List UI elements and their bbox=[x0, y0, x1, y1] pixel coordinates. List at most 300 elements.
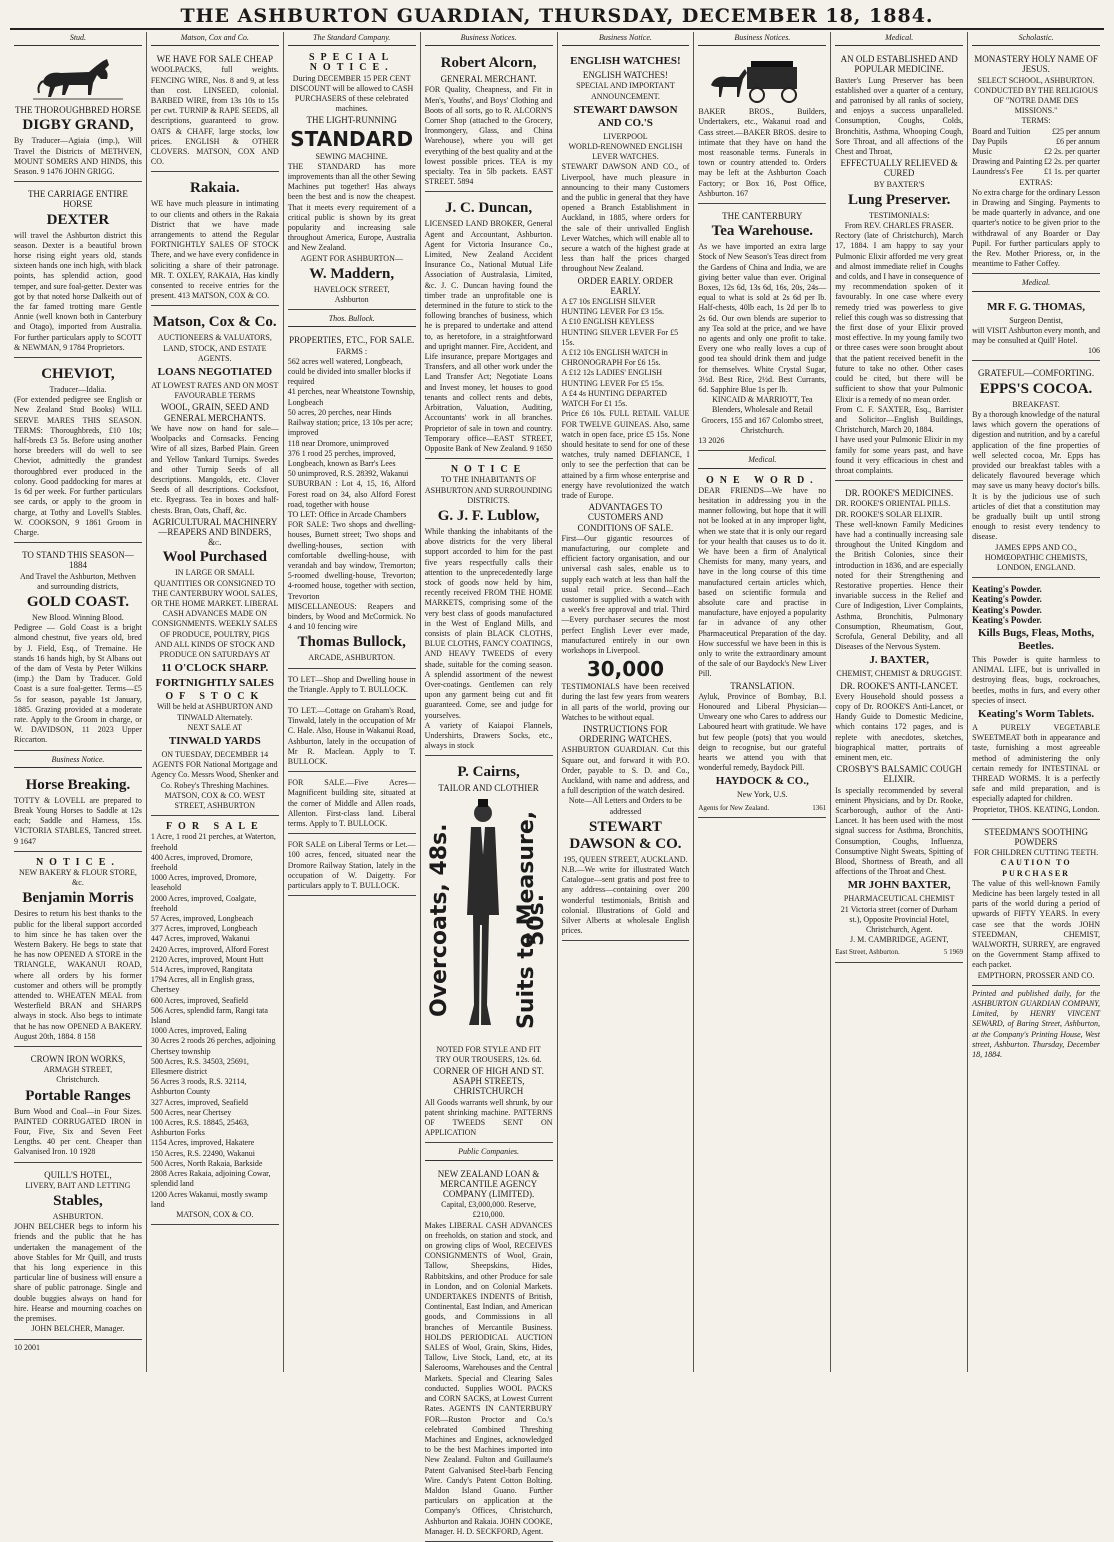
terms-label: Day Pupils bbox=[972, 136, 1008, 146]
bm-name: Benjamin Morris bbox=[22, 890, 134, 907]
keating-item: Keating's Powder. bbox=[972, 584, 1042, 595]
cheviot-body: (For extended pedigree see English or New Zealand Stud Books) WILL SERVE MARES THIS SEASON. TERMS: Thoroughbreds, £10 10s; half-breds £3 5s. Before using another horse breeders will do well to see Cheviot, admittedly the grandest thoroughbred ever produced in the colony. Good paddocking for mares at 1s 6d per week. For further particulars see cards, or apply to the groom in charge, at Tothy and Lovell's Stables. W. COOKSON, 9 1861 Groom in Charge. bbox=[14, 395, 142, 537]
sdco-addr: 195, QUEEN STREET, AUCKLAND. bbox=[563, 854, 688, 864]
ra-sub: GENERAL MERCHANT. bbox=[440, 74, 537, 85]
digby-grand-ad bbox=[14, 50, 142, 182]
tinwald-date: ON TUESDAY, DECEMBER 14 bbox=[161, 749, 269, 759]
quill-city: ASHBURTON. bbox=[52, 1212, 104, 1222]
old-body: Baxter's Lung Preserver has been established over a quarter of a century, and patronised by all ranks of society, and enjoys a success unparalleled. Consumption, Coughs, Colds, Bronchitis, Asthma, Whooping Cough, Sore Throat, and all affections of the Chest and Throat, bbox=[835, 75, 964, 157]
special-body: During DECEMBER 15 PER CENT DISCOUNT will be allowed to CASH PURCHASERS of these celebrated machines. bbox=[290, 73, 414, 114]
extras-label: EXTRAS: bbox=[1019, 177, 1053, 187]
nz-body: Makes LIBERAL CASH ADVANCES on freeholds, on station and stock, and on growing clips of Wool, RECEIVES CONSIGNMENTS of Wool, Grain, Tallow, Sheepskins, Hides, Rabbitskins, and other Produce for sale in London, and on Colonial Markets. UNDERTAKES INDENTS of British, Continental, East Indian, and American goods, and Commissions in all branches of Mercantile Business. HOLDS PERIODICAL AUCTION SALES of Wool, Grain, Skins, Hides, Tallow, Live Stock, Land, etc, at its Salerooms, Warehouses and the Central Markets. Special and Clearing Sales conducted. Supplies WOOL PACKS and CORN SACKS, at Lowest Current Rates. AGENTS IN CANTERBURY FOR—Ruston Proctor and Co.'s celebrated Combined Threshing Machines and Engines, acknowledged to be the best Machines imported into New Zealand. Fulton and Guillaume's Patent Galvanised Steel-barb Fencing Wire. Candy's Patent Cotton Bolting. Maldon Island Guano. Further particulars on application at the Company's Offices, Christchurch, Ashburton and Rakaia. JOHN COOKE, Manager. H. D. SECKFORD, Agent. bbox=[424, 1220, 553, 1536]
ew-special: SPECIAL AND IMPORTANT ANNOUNCEMENT. bbox=[576, 81, 675, 101]
old-top: AN OLD ESTABLISHED AND POPULAR MEDICINE. bbox=[840, 54, 958, 75]
fortnightly-line: FORTNIGHTLY SALES bbox=[155, 677, 274, 690]
property-item: 377 Acres, improved, Longbeach bbox=[150, 924, 258, 934]
page-folio: 10 2001 bbox=[14, 1342, 40, 1352]
farm-item: 50 unimproved, R.S. 28392, Wakanui bbox=[287, 469, 409, 479]
farm-item: 41 perches, near Wheatstone Township, Longbeach bbox=[287, 387, 415, 407]
conv-sub: SELECT SCHOOL, ASHBURTON. bbox=[977, 75, 1095, 85]
property-item: 400 Acres, improved, Dromore, freehold bbox=[150, 852, 253, 872]
column-3 bbox=[284, 32, 421, 1372]
cheviot-sub: Traducer—Idalia. bbox=[49, 385, 107, 395]
masthead-title: THE ASHBURTON GUARDIAN, THURSDAY, DECEMBER 18, 1884. bbox=[180, 5, 934, 27]
fgt-body: will VISIT Ashburton every month, and may be consulted at Quill' Hotel. bbox=[972, 325, 1100, 346]
column-heading: Business Notice. bbox=[562, 32, 690, 46]
quills-hotel-ad bbox=[14, 1166, 142, 1340]
sale-body: WOOLPACKS, full weights. FENCING WIRE, Nos. 8 and 9, at less than cost. LINSEED, colonial. BARBED WIRE, from 13s 10s to 15s per cwt. TURNIP & RAPE SEEDS, all descriptions, guaranteed to grow. OATS & CHAFF, large stocks, low prices. ENGLISH & OTHER CLOVERS. MATSON, COX AND CO. bbox=[150, 65, 279, 167]
property-item: 1000 Acres, improved, Ealing bbox=[150, 1026, 247, 1036]
pc-addr: CORNER OF HIGH AND ST. ASAPH STREETS, CHRISTCHURCH bbox=[433, 1066, 544, 1097]
baker-bros-ad bbox=[698, 50, 826, 204]
testimonials-body: Rectory (late of Christchurch), March 17, 1884. I am happy to say your Pulmonic Elixir afforded me very great and almost immediate relief in Coughs and colds, and I have in consequence of my recommendation spoken of it favourably. In one case where every remedy tried was powerless to give relief this cough was so distressing that the first dose of your Elixir proved most effective. In my young family two or three cases were soon brought about that the patient received benefit in the future to take no other. Other cases could be cited, but there will be sufficient to show that your Pulmonic Elixir is a remedy of no mean order. bbox=[835, 231, 964, 404]
watch-price-item: A £7 10s ENGLISH SILVER HUNTING LEVER For £3 15s. bbox=[561, 297, 664, 317]
rakaia-title: Rakaia. bbox=[190, 180, 240, 197]
masthead bbox=[10, 4, 1104, 30]
jc-duncan-ad bbox=[425, 195, 553, 459]
instructions: INSTRUCTIONS FOR ORDERING WATCHES. bbox=[579, 723, 672, 745]
pc-display bbox=[425, 795, 553, 1045]
worm-sign: Proprietor, THOS. KEATING, London. bbox=[972, 804, 1100, 814]
section-heading: Public Companies. bbox=[425, 1146, 553, 1160]
gold-coast-ad bbox=[14, 546, 142, 750]
epps-top: GRATEFUL—COMFORTING. bbox=[977, 368, 1095, 379]
dexter-name: DEXTER bbox=[46, 211, 110, 228]
dentist-ad bbox=[972, 296, 1100, 362]
ha-agents: Agents for New Zealand. bbox=[698, 803, 770, 812]
farm-item: 562 acres well watered, Longbeach, could be divided into smaller blocks if required bbox=[287, 356, 411, 387]
keating-list bbox=[972, 584, 1100, 625]
cheviot-ad bbox=[14, 361, 142, 543]
caution: CAUTION TO PURCHASER bbox=[1000, 858, 1072, 878]
ct-name: Tea Warehouse. bbox=[711, 223, 814, 240]
fgt-name: MR F. G. THOMAS, bbox=[987, 300, 1085, 313]
ra-name: Robert Alcorn, bbox=[440, 55, 537, 72]
property-item: 500 Acres, R.S. 34503, 25691, Ellesmere district bbox=[150, 1056, 249, 1077]
terms-label: Music bbox=[972, 147, 993, 157]
property-item: 500 Acres, near Chertsey bbox=[150, 1107, 232, 1117]
property-item: 30 Acres 2 roods 26 perches, adjoining Chertsey township bbox=[150, 1036, 276, 1056]
onew-body: DEAR FRIENDS—We have no hesitation in addressing you in the manner following, but hope that it will not be looked at in any improper light, when we state that it is only our regard for your health that causes us to do it. We have been a firm of Analytical Chemists for many, many years, and have in the long course of this time manufactured certain articles which, based on scientific formula and absolute care and practise in manufacture, have enjoyed a popularity far in advance of any other Pharmaceutical Preparation of the day. How successful we have been in this is only to write the extraordinary amount of the sale of our Baydock's New Liver Pill. bbox=[698, 485, 827, 679]
farm-item: 376 1 rood 25 perches, improved, Longbeach, known as Barr's Lees bbox=[287, 448, 396, 468]
terms-row bbox=[972, 157, 1100, 167]
ha-name: HAYDOCK & CO., bbox=[715, 775, 809, 788]
loans-title: LOANS NEGOTIATED bbox=[157, 366, 273, 379]
for-sale-ad bbox=[151, 819, 279, 1225]
agents-list: AGENTS FOR National Mortgage and Agency Co. Messrs Wood, Shenker and Co. Robey's Threshing Machines. MATSON, COX & CO. WEST STREET, ASHBURTON bbox=[151, 760, 279, 810]
tb-sale2: FOR SALE on Liberal Terms or Let.—100 acres, fenced, situated near the Dromore Railway Station, lately in the occupation of W. Daigetty. For particulars apply to T. BULLOCK. bbox=[287, 840, 416, 891]
terms-row bbox=[972, 137, 1100, 147]
terms-row bbox=[972, 167, 1100, 177]
sd-tag: WORLD-RENOWNED ENGLISH LEVER WATCHES. bbox=[568, 142, 683, 162]
cambridge-footer bbox=[835, 947, 963, 957]
gjf-name: G. J. F. Lublow, bbox=[437, 507, 540, 524]
quill-top: QUILL'S HOTEL, bbox=[44, 1169, 112, 1180]
property-item: 2808 Acres Rakaia, adjoining Cowar, splendid land bbox=[150, 1169, 271, 1189]
conv-top: MONASTERY HOLY NAME OF JESUS. bbox=[974, 54, 1098, 75]
pc-sub: TAILOR AND CLOTHIER bbox=[438, 783, 539, 794]
property-item: 57 Acres, improved, Longbeach bbox=[150, 914, 254, 924]
for-sale-title: FOR SALE bbox=[165, 821, 264, 833]
ha-footer bbox=[698, 803, 826, 813]
gold-top: TO STAND THIS SEASON—1884 bbox=[22, 550, 134, 571]
agri-machinery: AGRICULTURAL MACHINERY—REAPERS AND BINDERS, &c. bbox=[152, 516, 278, 548]
column-heading: Scholastic. bbox=[972, 32, 1100, 46]
tb-let: TO LET—Shop and Dwelling house in the Triangle. Apply to T. BULLOCK. bbox=[287, 674, 416, 694]
gentleman-figure-illustration bbox=[459, 795, 507, 1045]
worm-title: Keating's Worm Tablets. bbox=[977, 707, 1095, 720]
matson-footer: MATSON, COX & CO. bbox=[176, 1209, 254, 1219]
epps-sign: JAMES EPPS AND CO., HOMŒOPATHIC CHEMISTS, LONDON, ENGLAND. bbox=[984, 542, 1088, 572]
note-line: Note—All Letters and Orders to be addressed bbox=[568, 796, 682, 816]
column-heading: Medical. bbox=[835, 32, 963, 46]
baxter-name: J. BAXTER, bbox=[869, 654, 929, 667]
robert-alcorn-ad bbox=[425, 50, 553, 192]
jcd-body: LICENSED LAND BROKER, General Agent and Accountant, Ashburton. Agent for Victoria Insurance Co., Limited, New Zealand Accident Insurance Co., National Mutual Life Association of Australasia, Limited, &c. J. C. Duncan having found the timber trade an unprofitable one is determined in the future to stick to the following branches of business, which he is prepared to undertake and attend to, as heretofore, in a straightforward and upright manner. Fire, Accident, and Life insurance, prepare Mortgages and Transfers, and all other work under the Land Transfer Act; Negotiate Loans and Invest money, let houses to good tenants and collect rents and debts, Arbitration, Valuation, Auditing, Accountants' work in all branches. Proprietor of sale in town and country. Temporary office—EAST STREET, Opposite Bank of New Zealand. 9 1650 bbox=[424, 219, 553, 453]
one-word-ad bbox=[698, 473, 826, 818]
hb-body: TOTTY & LOVELL are prepared to Break Young Horses to Saddle at 12s each; Saddle and Harness, 15s. VICTORIA STABLES, Tancred street. 9 1647 bbox=[14, 795, 142, 846]
epps-body: By a thorough knowledge of the natural laws which govern the operations of digestion and nutrition, and by a careful application of the fine properties of well selected cocoa, Mr. Epps has provided our breakfast tables with a delicately flavoured beverage which may save us many heavy doctor's bills. It is by the judicious use of such articles of diet that a constitution may be gradually built up until strong enough to resist every tendency to disease. bbox=[972, 409, 1100, 542]
ew-sub: ENGLISH WATCHES! bbox=[582, 70, 668, 81]
matson-cox-ad bbox=[151, 309, 279, 816]
bullock-misc: MISCELLANEOUS: Reapers and binders, by Wood and McCormick. No 4 and 10 fencing wire bbox=[287, 601, 416, 632]
pc-name: P. Cairns, bbox=[457, 764, 520, 781]
bullock-tolet: TO LET: Office in Arcade Chambers bbox=[287, 509, 407, 519]
section-heading: Business Notice. bbox=[14, 754, 142, 768]
digby-top: THE THOROUGHBRED HORSE bbox=[15, 105, 141, 116]
property-item: 1794 Acres, all in English grass, Chertsey bbox=[150, 975, 255, 995]
notice-word: NOTICE bbox=[450, 464, 527, 476]
adv-body: First—Our gigantic resources of manufacturing, our complete and efficient factory organisation, and our universal cash sales, enable us to supply each watch at less than half the usual retail price. Second—Each customer is supplied with a watch with a week's free approval and trial. Third—Every purchaser secures the most perfect English Lever ever made, manufactured entirely in our own workshops in Liverpool. bbox=[561, 533, 690, 655]
printer-imprint: Printed and published daily, for the ASHBURTON GUARDIAN COMPANY, Limited, by HENRY VINCENT SEWARD, of Baring Street, Ashburton, at the Company's Printing House, West street, Ashburton. Thursday, December 18, 1884. bbox=[972, 988, 1100, 1060]
property-item: 2420 Acres, improved, Alford Forest bbox=[150, 944, 269, 954]
bullock-title: PROPERTIES, ETC., FOR SALE. bbox=[289, 335, 415, 346]
gold-name: GOLD COAST. bbox=[26, 593, 130, 610]
testimonials-count: 30,000 bbox=[586, 657, 665, 682]
crown-sub: ARMAGH STREET, bbox=[43, 1065, 113, 1075]
sd-body2: Price £6 10s. FULL RETAIL VALUE FOR TWELVE GUINEAS. Also, same watch in open face, price £5 15s. None should hesitate to send for one of these watches, truly named DEFIANCE, I only to see the perfection that can be attained by a firm whose enterprise and energy have revolutionized the watch trade of Europe. bbox=[561, 409, 690, 500]
column-heading: Matson, Cox and Co. bbox=[151, 32, 279, 46]
agent-top: AGENT FOR ASHBURTON— bbox=[300, 253, 403, 263]
next-sale: NEXT SALE AT bbox=[187, 722, 243, 732]
ct-folio: 13 2026 bbox=[698, 436, 725, 446]
overcoats-text: Overcoats, 48s. bbox=[426, 822, 452, 1017]
property-item: 506 Acres, splendid farm, Rangi tata Island bbox=[150, 1005, 268, 1026]
std-top: THE LIGHT-RUNNING bbox=[306, 115, 397, 126]
wool-purchased-body: IN LARGE OR SMALL QUANTITIES OR CONSIGNED TO THE CANTERBURY WOOL SALES, OR THE HOME MARKET. LIBERAL CASH ADVANCES MADE ON CONSIGNMENTS. WEEKLY SALES OF PRODUCE, POULTRY, PIGS AND ALL KINDS OF STOCK AND PRODUCE ON SATURDAYS AT bbox=[151, 568, 279, 659]
conv-tail: No extra charge for the ordinary Lesson in Drawing and Singing. Payments to be made quarterly in advance, and one quarter's notice to be given prior to the withdrawal of any Boarder or Day Pupil. For further particulars apply to the Rev. Mother Prioress, or, in the meantime to Father Coffey. bbox=[972, 187, 1100, 269]
epps-name: EPPS'S COCOA. bbox=[979, 380, 1093, 397]
anti-lancet: DR. ROOKE'S ANTI-LANCET. bbox=[840, 680, 959, 691]
agent-sub: PHARMACEUTICAL CHEMIST bbox=[843, 894, 955, 904]
ct-top: THE CANTERBURY bbox=[722, 211, 803, 222]
agent-name: W. Maddern, bbox=[309, 265, 395, 282]
bullock-suburban: SUBURBAN : Lot 4, 15, 16, Alford Forest road on 34, also Alford Forest road, together with house bbox=[287, 479, 416, 509]
crosby-body: Is specially recommended by several eminent Physicians, and by Dr. Rooke, Scarborough, author of the Anti-Lancet. It has been used with the most signal success for Asthma, Bronchitis, Consumption, Coughs, Influenza, Consumptive Night Sweats, Spitting of Blood, Shortness of Breath, and all affections of the Throat and Chest. bbox=[835, 785, 964, 877]
ha-addr: New York, U.S. bbox=[736, 790, 788, 800]
digby-name: DIGBY GRAND, bbox=[22, 117, 134, 134]
terms-label: Laundress's Fee bbox=[972, 167, 1024, 177]
anti-body: Every Household should possess a copy of Dr. ROOKE'S Anti-Lancet, or Handy Guide to Domestic Medicine, which contains 172 pages, and is replete with anecdotes, sketches, biographical matter, portraits of eminent men, etc. bbox=[835, 691, 964, 762]
property-item: 2120 Acres, improved, Mount Hutt bbox=[150, 954, 264, 964]
ha-folio: 1361 bbox=[812, 803, 827, 812]
quill-sub: LIVERY, BAIT AND LETTING bbox=[25, 1180, 131, 1190]
lublow-ad bbox=[425, 462, 553, 756]
column-6 bbox=[694, 32, 831, 1372]
kills-line: Kills Bugs, Fleas, Moths, Beetles. bbox=[978, 626, 1095, 652]
onew-title: ONE WORD. bbox=[705, 474, 819, 486]
hearse-illustration bbox=[707, 55, 817, 105]
section-heading: Thos. Bullock. bbox=[288, 313, 416, 327]
property-item: 500 Acres, North Rakaia, Barkside bbox=[150, 1158, 263, 1168]
testimonials-tail: I have used your Pulmonic Elixir in my family for some years past, and have found it very efficacious in chest and throat complaints. bbox=[835, 435, 964, 475]
watch-price-item: A £4 4s HUNTING DEPARTED WATCH For £1 15s. bbox=[561, 388, 667, 409]
steedman-top: STEEDMAN'S SOOTHING POWDERS bbox=[984, 826, 1088, 847]
cheap-sale-ad bbox=[151, 50, 279, 172]
special-notice-ad bbox=[288, 50, 416, 310]
ct-body: As we have imported an extra large Stock of New Season's Teas direct from the Gardens of China and India, we are giving better value than ever. Original Boxes, 12s 6d, 13s 6d, 16s, 20s, 24s—equal to what is sold at 2s 6d per lb. Half-chests, 40lb each, 1s 2d per lb to 2s 6d. Our own blends are superior to any Tea sold at the price, and we have no agents and only one profit to take. Every one who really loves a cup of good tea should drink them and judge for themselves. White Crystal Sugar, 3½d. Best Rice, 2½d. Best Currants, 6d. Sapphire Blue 1s per lb. bbox=[698, 242, 827, 395]
wool-purchased-title: Wool Purchased bbox=[162, 549, 267, 566]
keating-item: Keating's Powder. bbox=[972, 594, 1042, 605]
column-1 bbox=[10, 32, 147, 1372]
rooke-head: DR. ROOKE'S MEDICINES. bbox=[845, 488, 954, 499]
cambridge: J. M. CAMBRIDGE, AGENT, bbox=[850, 935, 949, 945]
instructions-body: ASHBURTON GUARDIAN. Cut this Square out, and forward it with P.O. Order, payable to S. D. and Co., Auckland, with name and address, and a full description of the watch desired. bbox=[561, 745, 690, 796]
terms-label: Board and Tuition bbox=[972, 126, 1031, 136]
sd-name: STEWART DAWSON AND CO.'S bbox=[573, 103, 678, 129]
bros-body: BAKER BROS., Builders, Undertakers, etc., Wakanui road and Cass street.—BAKER BROS. desire to intimate that they have on hand the most reasonable terms. Funerals in town or country attended to. Orders may be left at the Ashburton Coach Factory; or Box 16, Post Office, Ashburton. 167 bbox=[698, 107, 827, 198]
quill-name: Stables, bbox=[53, 1193, 103, 1210]
property-item: 1200 Acres Wakanui, mostly swamp land bbox=[150, 1189, 268, 1209]
by-baxters: BY BAXTER'S bbox=[873, 179, 925, 189]
pc-note2: TRY OUR TROUSERS, 12s. 6d. bbox=[435, 1054, 542, 1064]
farm-item: 50 acres, 20 perches, near Hinds Railway station; price, 13 10s per acre; improved bbox=[287, 407, 413, 438]
tb-let2-ad bbox=[288, 703, 416, 772]
gold-body: Pedigree — Gold Coast is a bright almond chestnut, five years old, bred by J. Field, Esq., of Tremaine. He stands 16 hands high, by St Albans out of the dam of Vesta by Peter Wilkins (imp.) the Dam by Traducer. Gold Coast is a sure foal-getter. Terms—£5 5s for season, payable 1st January, 1885. Grazing provided at a moderate rate. Apply to the Groom in charge, or W. DAVIDSON, 11 2023 Upper Riccarton. bbox=[14, 623, 142, 745]
std-name: STANDARD bbox=[290, 126, 414, 151]
english-watches-ad bbox=[562, 50, 690, 941]
cheviot-name: CHEVIOT, bbox=[41, 366, 115, 383]
stock-line: OF STOCK bbox=[165, 691, 265, 703]
oclock-line: 11 O'CLOCK SHARP. bbox=[161, 662, 269, 675]
wool-grain: WOOL, GRAIN, SEED AND GENERAL MERCHANTS. bbox=[160, 402, 269, 423]
notice-body: NEW BAKERY & FLOUR STORE, &c. bbox=[19, 867, 137, 888]
gold-sub: New Blood. Winning Blood. bbox=[32, 612, 124, 622]
terms-head: TERMS: bbox=[1021, 116, 1051, 126]
quill-sign: JOHN BELCHER, Manager. bbox=[31, 1324, 125, 1334]
std-body: THE STANDARD has more improvements than all the other Sewing Machines put together! Has always been the best and is now the cheapest. That it meets every requirement of a critical public is shown by its great popularity and increasing sale throughout America, Europe, Australia and New Zealand. bbox=[287, 161, 416, 253]
terms-value: £25 per annum bbox=[1052, 126, 1100, 136]
pc-note: NOTED FOR STYLE AND FIT bbox=[436, 1044, 541, 1054]
rakaia-body: WE have much pleasure in intimating to our clients and others in the Rakaia District that we have made arrangements to attend the Regular FORTNIGHTLY SALES OF STOCK There, and we have every confidence in soliciting a share of their patronage. MR. T. OXLEY, RAKAIA, Has kindly consented to receive entries for the present. 413 MATSON, COX & CO. bbox=[150, 199, 279, 301]
rooke-body: These well-known Family Medicines have had a continually increasing sale throughout the United Kingdom and the British Colonies, since their introduction in 1836, and are especially noted for their Strengthening and Restorative properties. Hence their invariable success in the Relief and Cure of Indigestion, Liver Complaints, Asthma, Bronchitis, Pulmonary Consumption, Rheumatism, Gout, Scrofula, General Debility, and all Diseases of the Nervous System. bbox=[835, 519, 964, 652]
dexter-ad bbox=[14, 185, 142, 358]
testimonials-sign: From C. F. SAXTER, Esq., Barrister and Solicitor—English Buildings, Christchurch, March 20, 1884. bbox=[835, 404, 964, 435]
terms-value: £1 1s. per quarter bbox=[1044, 167, 1100, 177]
lung-title: Lung Preserver. bbox=[847, 191, 951, 208]
agent-city: Ashburton bbox=[334, 295, 369, 305]
dexter-top: THE CARRIAGE ENTIRE HORSE bbox=[27, 189, 128, 210]
crown-top: CROWN IRON WORKS, bbox=[30, 1054, 126, 1065]
property-item: 514 Acres, improved, Rangitata bbox=[150, 965, 253, 975]
column-heading: Stud. bbox=[14, 32, 142, 46]
agent-body: 21 Victoria street (corner of Durham st.), Opposite Provincial Hotel, Christchurch, Agent. bbox=[840, 904, 958, 935]
property-item: 1000 Acres, improved, Dromore, leasehold bbox=[150, 873, 257, 893]
horse-breaking-ad bbox=[14, 772, 142, 852]
testimonials-from: From REV. CHARLES FRASER. bbox=[844, 221, 954, 231]
gjf-tail: A variety of Kaiapoi Flannels, Undershirts, Drawers Socks, etc., always in stock bbox=[424, 720, 553, 751]
terms-value: £2 2s. per quarter bbox=[1044, 147, 1100, 157]
mc-name: Matson, Cox & Co. bbox=[152, 314, 277, 331]
crown-city: Christchurch. bbox=[56, 1075, 100, 1085]
lung-preserver-ad bbox=[835, 50, 963, 481]
convent-school-ad bbox=[972, 50, 1100, 274]
nz-loan-ad bbox=[425, 1165, 553, 1542]
dexter-body: will travel the Ashburton district this season. Dexter is a beautiful brown horse rising eight years old, stands sixteen hands one inch high, with black points, has splendid action, good temper, and sure foal-getter. Dexter was got by that noted horse Dalkeith out of the far famed trotting mare Gentle Annie (well known both in Canterbury and Otago), imported from Australia. For further particulars apply to SCOTT & NEWMAN, 9 1784 Proprietors. bbox=[14, 230, 142, 352]
steedman-ad bbox=[972, 823, 1100, 986]
property-item: 2000 Acres, improved, Coalgate, freehold bbox=[150, 893, 257, 913]
property-item: 1154 Acres, improved, Hakatere bbox=[150, 1138, 255, 1148]
bullock-farms: FARMS : bbox=[336, 346, 368, 356]
farm-item: 118 near Dromore, unimproved bbox=[287, 438, 389, 448]
property-list bbox=[151, 832, 279, 1210]
property-item: 150 Acres, R.S. 22490, Wakanui bbox=[150, 1148, 255, 1158]
sd-body: STEWART DAWSON AND CO., of Liverpool, have much pleasure in announcing to their many Customers and the public in general that they have opened a Branch Establishment in Auckland, in 1885, where orders for the sale of their unrivalled English Lever Watches, which will enable all to secure a watch of the highest grade at less than half the prices charged throughout New Zealand. bbox=[561, 162, 690, 274]
epps-cocoa-ad bbox=[972, 364, 1100, 578]
sdco-body: N.B.—We write for illustrated Watch Catalogue—sent gratis and post free to any address—containing over 200 wonderful testimonials, British and colonial. Illustrations of Gold and Silver Alberts at wholesale English prices. bbox=[561, 865, 690, 936]
rooke-item: DR. ROOKE'S ORIENTAL PILLS. bbox=[835, 499, 951, 509]
tb-addr: ARCADE, ASHBURTON. bbox=[308, 653, 396, 663]
column-heading: Business Notices. bbox=[425, 32, 553, 46]
notice-word: NOTICE. bbox=[35, 856, 120, 868]
ew-top: ENGLISH WATCHES! bbox=[570, 55, 681, 68]
cambridge-addr: East Street, Ashburton. bbox=[835, 948, 900, 957]
ranges-title: Portable Ranges bbox=[25, 1087, 131, 1104]
gjf-body: While thanking the inhabitants of the above districts for the very liberal support accorded to him for the past five years respectfully calls their attention to the unprecedentedly large stock of goods now held by him, recently received FROM THE HOME MARKETS, comprising some of the very best class of goods manufactured in the West of England Mills, and consists of plain BLACK CLOTHS, BLUE CLOTHS, FANCY COATINGS, AND HEAVY TWEEDS of every shade, suitable for the coming season. A splendid assortment of the newest Over-coatings. Gentlemen can rely upon any garment being cut and fit guaranteed. Come, see and judge for yourselves. bbox=[424, 526, 553, 720]
keating-item: Keating's Powder. bbox=[972, 614, 1042, 625]
p-cairns-ad bbox=[425, 759, 553, 1143]
nz-capital: Capital, £3,000,000. Reserve, £210,000. bbox=[441, 1200, 536, 1220]
nz-name: NEW ZEALAND LOAN & MERCANTILE AGENCY COMPANY (LIMITED). bbox=[437, 1168, 540, 1200]
notice-intro: TO THE INHABITANTS OF ASHBURTON AND SURROUNDING DISTRICTS. bbox=[424, 475, 553, 505]
cambridge-folio: 5 1969 bbox=[943, 948, 964, 957]
column-5 bbox=[558, 32, 695, 1372]
horse-illustration bbox=[33, 55, 123, 103]
fgt-folio: 106 bbox=[1088, 346, 1100, 356]
tr-title: TRANSLATION. bbox=[730, 680, 795, 691]
loans-sub: AT LOWEST RATES AND ON MOST FAVOURABLE TERMS bbox=[151, 381, 279, 401]
section-heading: Medical. bbox=[698, 454, 826, 468]
property-item: 100 Acres, R.S. 18845, 25463, Ashburton Forks bbox=[150, 1118, 249, 1138]
terms-value: £6 per annum bbox=[1056, 136, 1100, 146]
column-heading: The Standard Company. bbox=[288, 32, 416, 46]
column-2 bbox=[147, 32, 284, 1372]
watch-price-item: A £12 12s LADIES' ENGLISH HUNTING LEVER For £5 15s. bbox=[561, 368, 664, 388]
rakaia-ad bbox=[151, 175, 279, 306]
digby-body: By Traducer—Agiaia (imp.), Will Travel the Districts of METHVEN, MOUNT SOMERS AND HINDS, this Season. 9 1476 JOHN GRIGG. bbox=[14, 136, 142, 177]
benjamin-morris-ad bbox=[14, 855, 142, 1047]
keating-body: This Powder is quite harmless to ANIMAL LIFE, but is unrivalled in destroying fleas, bugs, cockroaches, beetles, moths in furs, and every other species of insect. bbox=[972, 654, 1100, 705]
ct-sign: KINCAID & MARRIOTT, Tea Blenders, Wholesale and Retail Grocers, 155 and 167 Colombo street, Christchurch. bbox=[701, 395, 824, 435]
terms-list bbox=[972, 127, 1100, 178]
property-item: 327 Acres, improved, Seafield bbox=[150, 1097, 248, 1107]
effectually: EFFECTUALLY RELIEVED & CURED bbox=[840, 158, 958, 179]
tb-sale2-ad bbox=[288, 837, 416, 896]
ranges-body: Burn Wood and Coal—in Four Sizes. PAINTED CORRUGATED IRON in Four, Five, Six and Seven Feet Lengths. 40 per cent. Cheaper than Galvanised Iron. 10 1928 bbox=[14, 1106, 142, 1157]
tinwald-yards: TINWALD YARDS bbox=[168, 734, 261, 747]
terms-row bbox=[972, 127, 1100, 137]
crosby: CROSBY'S BALSAMIC COUGH ELIXIR. bbox=[836, 764, 963, 785]
watch-price-item: A £12 10s ENGLISH WATCH in CHRONOGRAPH For £6 15s. bbox=[561, 348, 668, 368]
bullock-farm-list bbox=[288, 357, 416, 479]
pc-body: All Goods warrants well shrunk, by our patent shrinking machine. PATTERNS OF TWEEDS SENT ON APPLICATION bbox=[424, 1097, 553, 1138]
order-early: ORDER EARLY. ORDER EARLY. bbox=[577, 275, 674, 296]
tb-let-ad bbox=[288, 672, 416, 700]
tr-body: Ayluk, Province of Bombay, B.I. Honoured and Liberal Physician—Unweary one who Cares to address our Laboured heart with gratitude. We have but few people (pots) that you would deign to recognise, but our grateful hearts we attend you with that wonderful remedy, Baydock Pill. bbox=[698, 691, 827, 773]
terms-value: £2 2s. per quarter bbox=[1044, 157, 1100, 167]
worm-body: A PURELY VEGETABLE SWEETMEAT both in appearance and taste, furnishing a most agreeable method of administering the only certain remedy for INTESTINAL or THREAD WORMS. It is a perfectly safe and mild preparation, and is especially adapted for children. bbox=[972, 722, 1100, 804]
sale-top: WE HAVE FOR SALE CHEAP bbox=[156, 54, 273, 65]
gold-intro: And Travel the Ashburton, Methven and surrounding districts, bbox=[20, 571, 136, 591]
column-container bbox=[10, 32, 1104, 1536]
tb-sale: FOR SALE.—Five Acres—Magnificent building site, situated at the corner of Middle and Allen roads, Allenton. First-class land. Liberal terms. Apply to T. BULLOCK. bbox=[287, 778, 416, 828]
steedman-sub: FOR CHILDREN CUTTING TEETH. bbox=[973, 848, 1099, 858]
property-item: 56 Acres 3 roods, R.S. 32114, Ashburton County bbox=[150, 1077, 247, 1097]
column-8 bbox=[968, 32, 1104, 1372]
rooke-list bbox=[835, 499, 963, 519]
bullock-forsale: FOR SALE: Two shops and dwelling-houses, Burnett street; Two shops and dwelling-houses, section with comfortable dwelling-house, with verandah and bay window, Tremorton; 5-roomed dwelling-house, Trevorton; 4-roomed house, together with section, Trevorton bbox=[287, 520, 416, 601]
epps-sub: BREAKFAST. bbox=[1012, 399, 1060, 409]
terms-row bbox=[972, 147, 1100, 157]
rooke-item: DR. ROOKE'S SOLAR ELIXIR. bbox=[835, 509, 943, 519]
keating-ad bbox=[972, 581, 1100, 820]
hb-title: Horse Breaking. bbox=[25, 776, 131, 793]
canterbury-tea-ad bbox=[698, 207, 826, 451]
steedman-sign: EMPTHORN, PROSSER AND CO. bbox=[977, 970, 1095, 980]
fortnight-body: Will be held at ASHBURTON AND TINWALD Alternately. bbox=[156, 702, 273, 722]
column-4 bbox=[421, 32, 558, 1536]
keating-item: Keating's Powder. bbox=[972, 604, 1042, 615]
tb-name: Thomas Bullock, bbox=[297, 634, 406, 651]
ra-body: FOR Quality, Cheapness, and Fit in Men's, Youths', and Boys' Clothing and Boots of all sorts, go to R. ALCORN'S Corner Shop (attached to the Grocery, Ironmongery, Glass, and China Warehouse), where you will get everything of the best quality and at the lowest possible prices. TEA is my specialty. Tea in 5lb packets. EAST STREET. 5894 bbox=[424, 85, 553, 187]
property-item: 1 Acre, 1 rood 21 perches, at Waterton, freehold bbox=[150, 832, 276, 852]
sdco-name: STEWART DAWSON & CO. bbox=[569, 818, 682, 852]
steedman-body: The value of this well-known Family Medicine has been largely tested in all parts of the world during a period of upwards of FIFTY YEARS. In every case see that the words JOHN STEEDMAN, CHEMIST, WALWORTH, SURREY, are engraved on the Government Stamp affixed to each packet. bbox=[972, 878, 1100, 970]
baxter-sub: CHEMIST, CHEMIST & DRUGGIST. bbox=[836, 669, 962, 679]
suits-text: Suits to Measure, 50s. bbox=[513, 810, 549, 1029]
crown-iron-ad bbox=[14, 1050, 142, 1163]
property-item: 447 Acres, improved, Wakanui bbox=[150, 934, 250, 944]
tb-let2: TO LET.—Cottage on Graham's Road, Tinwald, lately in the occupation of Mr C. Hale. Also, House in Wakanui Road, Ashburton, lately in the occupation of Mr R. Maclean. Apply to T. BULLOCK. bbox=[287, 705, 416, 766]
tb-sale-ad bbox=[288, 775, 416, 834]
agent-line: MR JOHN BAXTER, bbox=[847, 879, 951, 892]
column-7 bbox=[831, 32, 968, 1372]
mc-sub: AUCTIONEERS & VALUATORS, LAND, STOCK, AND ESTATE AGENTS. bbox=[157, 333, 272, 363]
terms-label: Drawing and Painting bbox=[972, 157, 1043, 167]
watch-price-list bbox=[562, 297, 690, 409]
agent-addr: HAVELOCK STREET, bbox=[313, 284, 390, 294]
section-heading: Medical. bbox=[972, 277, 1100, 291]
wool-body: We have now on hand for sale—Woolpacks and Cornsacks. Fencing Wire of all sizes, Barbed Plain. Green and Yellow Tankard Turnips. Swedes and other Turnip Seeds of all descriptions. Mangolds, etc. Clover Seeds of all descriptions. Cocksfoot, etc. Ryegrass. Tea in boxes and half-chests. Bran, Oats, Chaff, &c. bbox=[150, 423, 279, 515]
testimonials-head: TESTIMONIALS: bbox=[868, 210, 930, 220]
advantages: ADVANTAGES TO CUSTOMERS AND CONDITIONS OF SALE. bbox=[577, 502, 674, 533]
dr-rooke-ad bbox=[835, 484, 963, 963]
property-item: 600 Acres, improved, Seafield bbox=[150, 995, 248, 1005]
sd-city: LIVERPOOL bbox=[603, 131, 648, 141]
column-heading: Business Notices. bbox=[698, 32, 826, 46]
std-sub: SEWING MACHINE. bbox=[315, 151, 388, 161]
bm-body: Desires to return his best thanks to the public for the liberal support accorded to him since he has taken over the Western Bakery. He begs to state that he has now OPENED A STORE in the TRIANGLE, WAKANUI ROAD, where all orders by his former customer and others will be promptly attended to. WHEATEN MEAL from Westerfield BRAN and SHARPS always in stock. Also begs to intimate that he has now OPENED A BAKERY. August 20th, 1884. 8 158 bbox=[14, 909, 142, 1041]
